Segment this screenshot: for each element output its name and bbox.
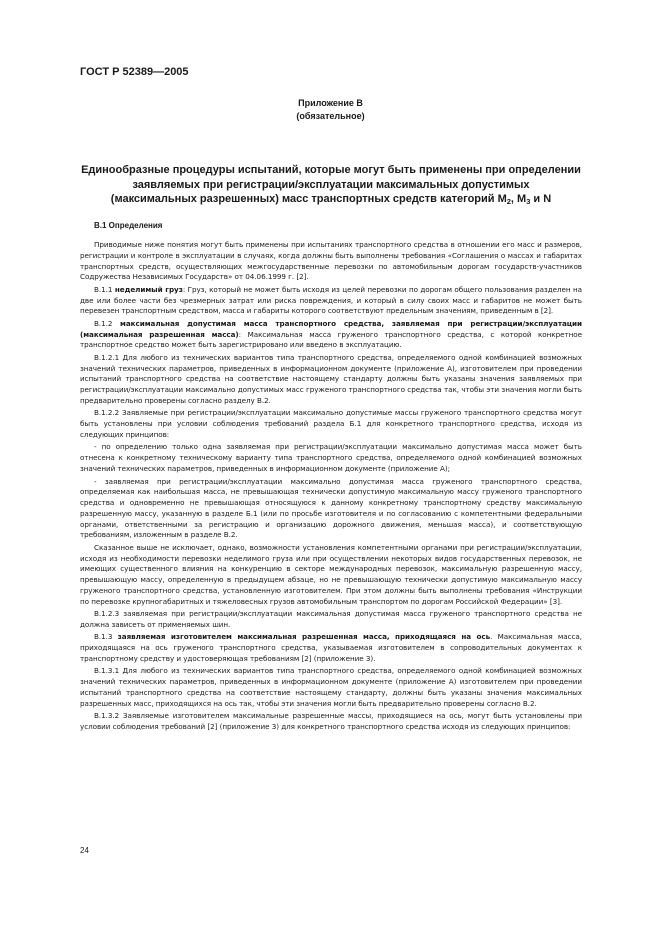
page-number: 24 <box>80 846 89 855</box>
document-title <box>80 163 582 207</box>
paragraph-b1-3-2: В.1.3.2 Заявляемые изготовителем максимальные разрешенные массы, приходящиеся на ось, могут быть установлены при условии соблюдения требований [2] (приложение 3) для конкретного транспортного средства исходя из следующих принципов: <box>80 711 582 732</box>
annex-title: Приложение В <box>298 98 363 108</box>
clause-number: В.1.1 <box>94 284 115 294</box>
clause-text: : Груз, который не может быть исходя из целей перевозки по дорогам общего пользования разделен на две или более части без чрезмерных затрат или риска повреждения, и который в силу своих масс и габаритов не может быть перевезен транспортным средством, масса и габариты которого соответствуют предельным значениям, приведенным в [2]. <box>80 284 582 316</box>
title-suffix: и N <box>530 193 552 205</box>
paragraph-b1-2-3: В.1.2.3 заявляемая при регистрации/эксплуатации максимальная допустимая масса груженого транспортного средства не должна зависеть от применяемых шин. <box>80 609 582 629</box>
document-title-line-3 <box>80 192 582 207</box>
title-subscript-2: 2 <box>506 197 511 206</box>
section-heading: В.1 Определения <box>94 221 163 230</box>
paragraph-intro: Приводимые ниже понятия могут быть применены при испытаниях транспортного средства в отношении его масс и размеров, регистрации и контроле в эксплуатации в случаях, когда должны быть выполнены требования «Соглашения о массах и габаритах транспортных средств, осуществляющих межгосударственные перевозки по автомобильным дорогам государств-участников Содружества Независимых Государств» от 04.06.1999 г. [2]. <box>80 240 582 282</box>
paragraph-b1-2-2: В.1.2.2 Заявляемые при регистрации/эксплуатации максимально допустимые массы груженого транспортного средства могут быть установлены при условии соблюдения требований раздела Б.1 для конкретного транспортного средства, исходя из следующих принципов: <box>80 408 582 439</box>
standard-header: ГОСТ Р 52389—2005 <box>80 66 189 78</box>
paragraph-b1-3-1: В.1.3.1 Для любого из технических вариантов типа транспортного средства, определяемого одной комбинацией возможных значений технических параметров, приведенных в информационном документе (приложение А) изготовителем при проведении испытаний транспортного средства на соответствие настоящему стандарту, должны быть указаны значения максимальных разрешенных масс, приходящихся на ось так, чтобы эти значения могли быть предварительно проверены согласно В.2. <box>80 666 582 708</box>
paragraph-b1-2-1: В.1.2.1 Для любого из технических вариантов типа транспортного средства, определяемого одной комбинацией возможных значений технических параметров, приведенных в информационном документе (приложение А), изготовителем при проведении испытаний транспортного средства на соответствие настоящему стандарту должны быть указаны значения заявляемых при регистрации/эксплуатации максимально допустимых масс груженого транспортного средства так, чтобы эти значения могли быть предварительно проверены согласно разделу В.2. <box>80 352 582 405</box>
title-prefix: (максимальных разрешенных) масс транспортных средств категорий М <box>110 193 507 205</box>
clause-number: В.1.2 <box>94 318 121 328</box>
clause-text: : Максимальная масса груженого транспортного средства, с которой конкретное транспортное средство может быть зарегистрировано или введено в эксплуатацию. <box>80 329 582 350</box>
body-text <box>80 240 582 733</box>
annex-status: (обязательное) <box>296 111 365 121</box>
term-axle-mass: заявляемая изготовителем максимальная разрешенная масса, приходящаяся на ось <box>117 632 491 642</box>
paragraph-b1-2 <box>80 319 582 351</box>
clause-number: В.1.3 <box>94 632 118 642</box>
bullet-item-2: - заявляемая при регистрации/эксплуатации максимально допустимая масса груженого транспортного средства, определяемая как наибольшая масса, не превышающая технически допустимую максимальную массу груженого транспортного средства и одновременно не превышающая относящуюся к данному конкретному транспортному средству максимальную разрешенную массу, указанную в разделе Б.1 (или по просьбе изготовителя и по согласованию с компетентными федеральными органами, ответственными за регистрацию и организацию дорожного движения, меньшая масса), и соответствующую требованиям, изложенным в разделе В.2. <box>80 476 582 540</box>
title-subscript-3: 3 <box>526 197 531 206</box>
paragraph-b1-1 <box>80 285 582 317</box>
clause-text: . Максимальная масса, приходящаяся на ось груженого транспортного средства, указываемая изготовителем в сопроводительных документах к транспортному средству и удостоверяющая требованиям [2] (приложение 3). <box>80 632 582 663</box>
title-separator: , М <box>510 193 527 205</box>
paragraph-said-above: Сказанное выше не исключает, однако, возможности установления компетентными органами при регистрации/эксплуатации, исходя из необходимости перевозки неделимого груза или при осуществлении некоторых видов государственных перевозок, не имеющих существенного влияния на конкуренцию в секторе международных перевозок, максимальную разрешенную массу, превышающую массу, определенную в предыдущем абзаце, но не превышающую технически допустимую максимальную массу груженого транспортного средства, установленную изготовителем. При этом должны быть выполнены требования «Инструкции по перевозке крупногабаритных и тяжеловесных грузов автомобильным транспортом по дорогам Российской Федерации» [3]. <box>80 542 582 606</box>
document-title-line-2: заявляемых при регистрации/эксплуатации максимальных допустимых <box>132 178 530 191</box>
paragraph-b1-3 <box>80 632 582 664</box>
term-indivisible-cargo: неделимый груз <box>114 284 183 294</box>
term-max-permissible-mass: максимальная допустимая масса транспортного средства, заявляемая при регистрации/эксплуатации (максимальная разрешенная масса) <box>80 318 582 339</box>
bullet-item-1: - по определению только одна заявляемая при регистрации/эксплуатации максимально допустимая масса может быть отнесена к конкретному техническому варианту типа транспортного средства, определяемого одной комбинацией возможных значений технических параметров, приведенных в информационном документе (приложение А); <box>80 442 582 473</box>
document-title-line-1: Единообразные процедуры испытаний, которые могут быть применены при определении <box>81 164 581 176</box>
